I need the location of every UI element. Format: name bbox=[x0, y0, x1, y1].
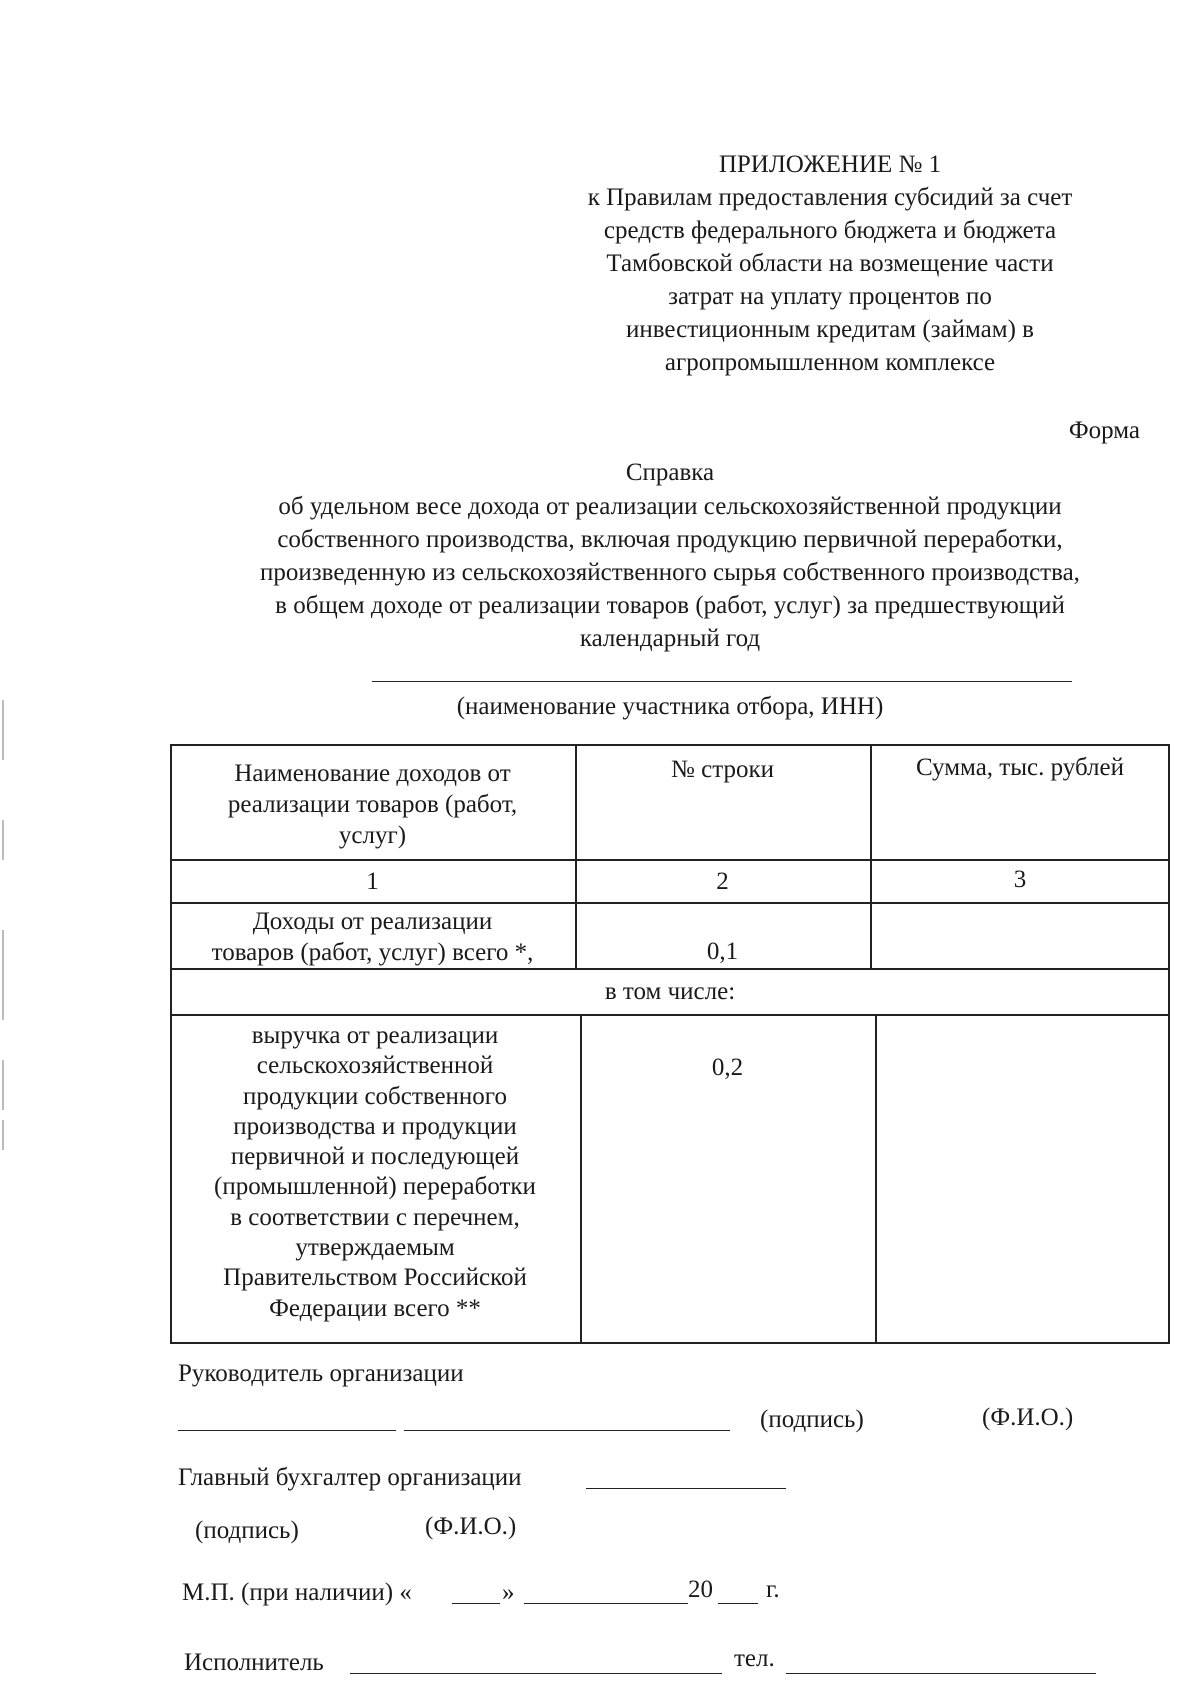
accountant-signature-caption: (подпись) bbox=[195, 1517, 299, 1544]
date-month-line[interactable] bbox=[524, 1603, 688, 1604]
row2-name-text: (промышленной) переработки bbox=[214, 1173, 536, 1201]
date-day-line[interactable] bbox=[452, 1603, 500, 1604]
row2-name-text: Федерации всего ** bbox=[269, 1294, 481, 1322]
year-suffix: г. bbox=[766, 1576, 780, 1603]
year-prefix: 20 bbox=[688, 1576, 713, 1603]
accountant-name-caption: (Ф.И.О.) bbox=[425, 1513, 517, 1540]
head-signature-line[interactable] bbox=[178, 1430, 396, 1431]
row1-name-text: товаров (работ, услуг) всего *, bbox=[211, 939, 534, 966]
certificate-line: календарный год bbox=[579, 625, 761, 652]
row2-name-text: сельскохозяйственной bbox=[256, 1052, 494, 1080]
chief-accountant-signature-line[interactable] bbox=[586, 1488, 786, 1489]
column-number: 2 bbox=[716, 868, 729, 895]
certificate-line: собственного производства, включая продукцию первичной переработки, bbox=[277, 526, 1063, 553]
row2-name-text: производства и продукции bbox=[233, 1112, 517, 1140]
participant-name-line[interactable] bbox=[372, 681, 1072, 682]
appendix-line: средств федерального бюджета и бюджета bbox=[603, 217, 1057, 244]
header-income-name bbox=[170, 758, 575, 851]
form-label: Форма bbox=[1068, 417, 1140, 444]
phone-line[interactable] bbox=[786, 1673, 1096, 1674]
column-number: 1 bbox=[366, 868, 379, 895]
row2-name-text: продукции собственного bbox=[243, 1082, 507, 1110]
header-amount: Сумма, тыс. рублей bbox=[916, 754, 1124, 781]
appendix-line: инвестиционным кредитам (займам) в bbox=[626, 316, 1034, 343]
row2-name-text: Правительством Российской bbox=[223, 1264, 527, 1292]
head-label: Руководитель организации bbox=[178, 1360, 464, 1387]
including-label: в том числе: bbox=[604, 978, 736, 1005]
header-text: услуг) bbox=[338, 822, 407, 849]
row2-name-text: первичной и последующей bbox=[230, 1143, 520, 1171]
row2-line-number: 0,2 bbox=[711, 1054, 744, 1081]
row1-amount-cell[interactable] bbox=[870, 914, 1170, 964]
header-text: Наименование доходов от bbox=[234, 760, 511, 787]
head-signature-caption: (подпись) bbox=[760, 1406, 864, 1433]
chief-accountant-label: Главный бухгалтер организации bbox=[178, 1464, 522, 1491]
row2-name bbox=[170, 1021, 580, 1324]
row1-line-number: 0,1 bbox=[706, 938, 739, 965]
row2-name-text: утверждаемым bbox=[295, 1234, 455, 1262]
certificate-line: в общем доходе от реализации товаров (работ, услуг) за предшествующий bbox=[275, 592, 1065, 619]
head-name-caption: (Ф.И.О.) bbox=[982, 1404, 1074, 1431]
executor-name-line[interactable] bbox=[350, 1673, 722, 1674]
date-day-close: » bbox=[502, 1579, 515, 1606]
head-name-line[interactable] bbox=[404, 1430, 730, 1431]
certificate-title: Справка bbox=[625, 459, 715, 486]
row2-name-text: выручка от реализации bbox=[251, 1022, 499, 1049]
phone-label: тел. bbox=[734, 1645, 775, 1672]
header-text: реализации товаров (работ, bbox=[227, 791, 518, 818]
date-year-line[interactable] bbox=[718, 1603, 758, 1604]
appendix-line: агропромышленном комплексе bbox=[664, 349, 996, 376]
appendix-line: Тамбовской области на возмещение части bbox=[606, 250, 1054, 277]
certificate-line: произведенную из сельскохозяйственного сырья собственного производства, bbox=[260, 559, 1080, 586]
row1-name-text: Доходы от реализации bbox=[252, 908, 493, 935]
participant-caption: (наименование участника отбора, ИНН) bbox=[456, 693, 884, 720]
certificate-line: об удельном весе дохода от реализации сельскохозяйственной продукции bbox=[278, 493, 1062, 520]
row2-name-text: в соответствии с перечнем, bbox=[230, 1203, 520, 1231]
header-line-number: № строки bbox=[671, 756, 774, 783]
income-table bbox=[170, 744, 1170, 1344]
seal-label: М.П. (при наличии) « bbox=[182, 1579, 412, 1606]
executor-label: Исполнитель bbox=[184, 1649, 324, 1676]
appendix-line: затрат на уплату процентов по bbox=[668, 283, 992, 310]
appendix-line: к Правилам предоставления субсидий за счет bbox=[587, 184, 1073, 211]
appendix-title: ПРИЛОЖЕНИЕ № 1 bbox=[718, 151, 942, 178]
row2-amount-cell[interactable] bbox=[875, 1024, 1168, 1334]
row1-name bbox=[170, 906, 575, 968]
column-number: 3 bbox=[1013, 866, 1027, 893]
